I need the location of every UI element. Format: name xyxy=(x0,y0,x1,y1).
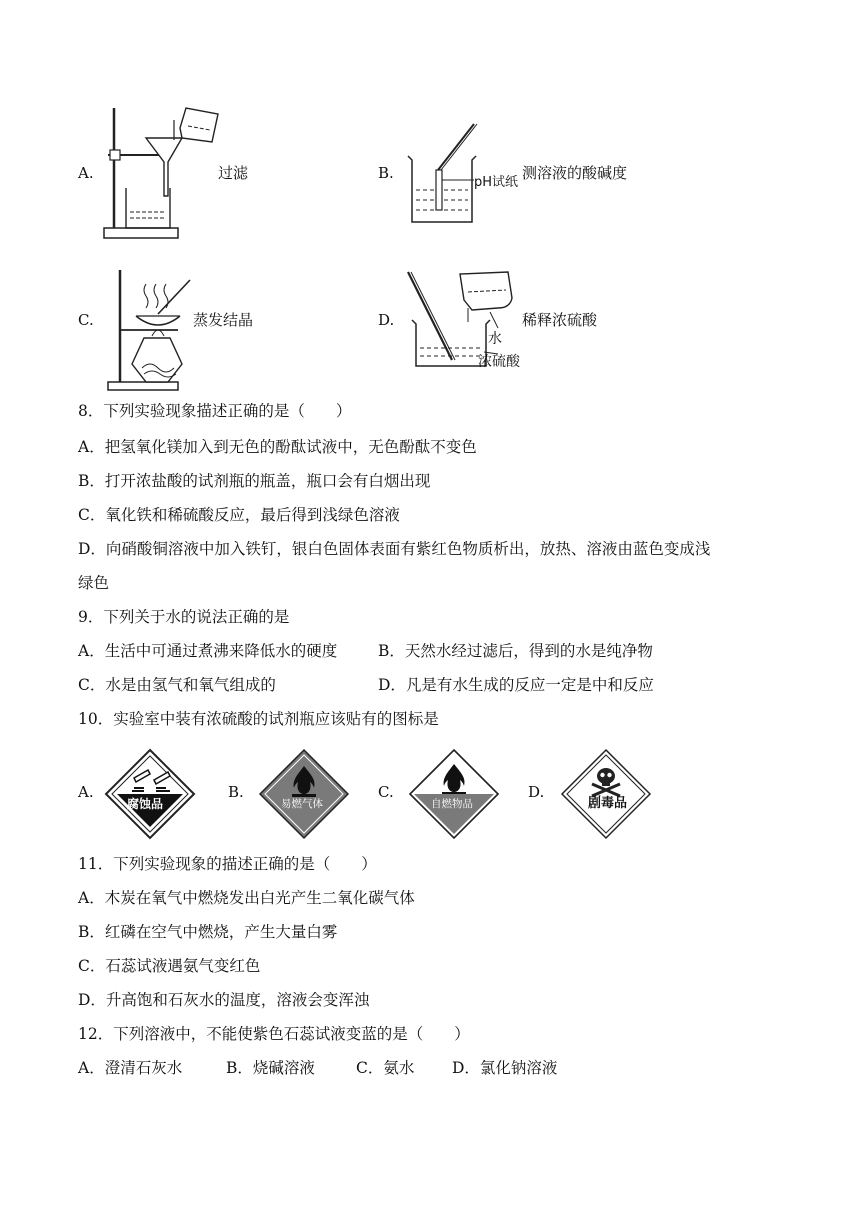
q7-option-d-letter: D. xyxy=(378,311,395,329)
q9-stem: 9．下列关于水的说法正确的是 xyxy=(78,608,290,626)
q10-option-b-letter: B. xyxy=(228,783,244,801)
q7-option-c-letter: C. xyxy=(78,311,94,329)
q7-option-b-caption: 测溶液的酸碱度 xyxy=(522,164,628,182)
q10-option-c-letter: C. xyxy=(378,783,394,801)
q12-option-b: B．烧碱溶液 xyxy=(226,1059,315,1077)
toxic-sign-text: 剧毒品 xyxy=(588,796,628,811)
corrosive-sign-text: 腐蚀品 xyxy=(127,797,164,811)
q7-option-c-caption: 蒸发结晶 xyxy=(193,311,254,329)
q9-option-a: A．生活中可通过煮沸来降低水的硬度 xyxy=(78,642,338,660)
q8-option-b: B．打开浓盐酸的试剂瓶的瓶盖，瓶口会有白烟出现 xyxy=(78,472,431,490)
q8-option-d: D．向硝酸铜溶液中加入铁钉，银白色固体表面有紫红色物质析出，放热、溶液由蓝色变成浅 xyxy=(78,540,711,558)
flammable-gas-sign-text: 易燃气体 xyxy=(281,798,323,810)
conc-acid-label: 浓硫酸 xyxy=(478,354,520,370)
q11-option-b: B．红磷在空气中燃烧，产生大量白雾 xyxy=(78,923,338,941)
q7-option-b-letter: B. xyxy=(378,164,394,182)
q7-option-a-letter: A. xyxy=(78,164,94,182)
q9-option-d: D．凡是有水生成的反应一定是中和反应 xyxy=(378,676,654,694)
q9-option-b: B．天然水经过滤后，得到的水是纯净物 xyxy=(378,642,653,660)
spontaneous-combustion-sign-text: 自燃物品 xyxy=(431,798,473,810)
q7-option-d-caption: 稀释浓硫酸 xyxy=(522,311,598,329)
q12-option-d: D．氯化钠溶液 xyxy=(452,1059,558,1077)
evaporation-apparatus-figure xyxy=(108,268,198,394)
water-label: 水 xyxy=(488,331,502,347)
q10-stem: 10．实验室中装有浓硫酸的试剂瓶应该贴有的图标是 xyxy=(78,710,439,728)
q12-option-a: A．澄清石灰水 xyxy=(78,1059,183,1077)
q7-option-a-caption: 过滤 xyxy=(218,164,249,182)
q12-option-c: C．氨水 xyxy=(356,1059,415,1077)
q12-stem: 12．下列溶液中，不能使紫色石蕊试液变蓝的是（ ） xyxy=(78,1025,470,1043)
q9-option-c: C．水是由氢气和氧气组成的 xyxy=(78,676,276,694)
filtration-apparatus-figure xyxy=(100,100,220,245)
q11-stem: 11．下列实验现象的描述正确的是（ ） xyxy=(78,855,377,873)
q10-option-a-letter: A. xyxy=(78,783,94,801)
ph-paper-label: pH试纸 xyxy=(474,175,519,190)
q10-option-d-letter: D. xyxy=(528,783,545,801)
q8-option-d-continued: 绿色 xyxy=(78,574,110,592)
q8-option-c: C．氧化铁和稀硫酸反应，最后得到浅绿色溶液 xyxy=(78,506,400,524)
q11-option-a: A．木炭在氧气中燃烧发出白光产生二氧化碳气体 xyxy=(78,889,415,907)
q8-stem: 8．下列实验现象描述正确的是（ ） xyxy=(78,402,352,420)
q8-option-a: A．把氢氧化镁加入到无色的酚酞试液中，无色酚酞不变色 xyxy=(78,438,477,456)
q11-option-c: C．石蕊试液遇氨气变红色 xyxy=(78,957,261,975)
q11-option-d: D．升高饱和石灰水的温度，溶液会变浑浊 xyxy=(78,991,370,1009)
